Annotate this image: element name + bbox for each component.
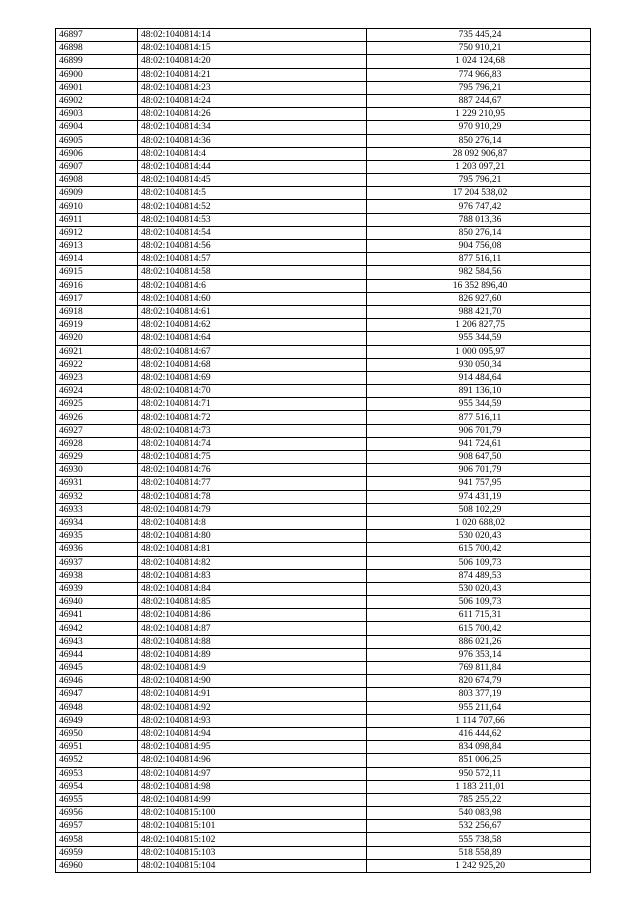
cadastral-value: 803 377,19 bbox=[367, 688, 591, 701]
cadastral-value: 555 738,58 bbox=[367, 833, 591, 846]
cadastral-number: 48:02:1040814:78 bbox=[138, 490, 367, 503]
cadastral-number: 48:02:1040814:95 bbox=[138, 741, 367, 754]
row-number: 46906 bbox=[56, 147, 138, 160]
cadastral-number: 48:02:1040814:20 bbox=[138, 55, 367, 68]
table-row bbox=[56, 55, 591, 68]
cadastral-value: 982 584,56 bbox=[367, 266, 591, 279]
row-number: 46934 bbox=[56, 516, 138, 529]
cadastral-number: 48:02:1040814:14 bbox=[138, 29, 367, 42]
table-row bbox=[56, 226, 591, 239]
table-row bbox=[56, 516, 591, 529]
cadastral-number: 48:02:1040814:4 bbox=[138, 147, 367, 160]
cadastral-number: 48:02:1040814:57 bbox=[138, 253, 367, 266]
cadastral-value: 941 757,95 bbox=[367, 477, 591, 490]
row-number: 46909 bbox=[56, 187, 138, 200]
row-number: 46923 bbox=[56, 371, 138, 384]
cadastral-value: 1 206 827,75 bbox=[367, 319, 591, 332]
cadastral-number: 48:02:1040814:68 bbox=[138, 358, 367, 371]
row-number: 46951 bbox=[56, 741, 138, 754]
cadastral-number: 48:02:1040814:9 bbox=[138, 662, 367, 675]
table-row bbox=[56, 213, 591, 226]
table-row bbox=[56, 68, 591, 81]
row-number: 46922 bbox=[56, 358, 138, 371]
table-row bbox=[56, 81, 591, 94]
table-row bbox=[56, 701, 591, 714]
table-row bbox=[56, 820, 591, 833]
cadastral-number: 48:02:1040815:103 bbox=[138, 846, 367, 859]
row-number: 46918 bbox=[56, 305, 138, 318]
cadastral-value: 518 558,89 bbox=[367, 846, 591, 859]
table-row bbox=[56, 358, 591, 371]
cadastral-number: 48:02:1040814:74 bbox=[138, 437, 367, 450]
row-number: 46959 bbox=[56, 846, 138, 859]
row-number: 46950 bbox=[56, 727, 138, 740]
row-number: 46928 bbox=[56, 437, 138, 450]
row-number: 46919 bbox=[56, 319, 138, 332]
cadastral-value: 886 021,26 bbox=[367, 635, 591, 648]
cadastral-number: 48:02:1040814:75 bbox=[138, 451, 367, 464]
row-number: 46908 bbox=[56, 174, 138, 187]
cadastral-value: 820 674,79 bbox=[367, 675, 591, 688]
cadastral-value: 416 444,62 bbox=[367, 727, 591, 740]
cadastral-number: 48:02:1040814:98 bbox=[138, 780, 367, 793]
row-number: 46939 bbox=[56, 582, 138, 595]
row-number: 46901 bbox=[56, 81, 138, 94]
cadastral-number: 48:02:1040814:54 bbox=[138, 226, 367, 239]
cadastral-number: 48:02:1040814:58 bbox=[138, 266, 367, 279]
table-row bbox=[56, 688, 591, 701]
table-row bbox=[56, 477, 591, 490]
cadastral-number: 48:02:1040814:94 bbox=[138, 727, 367, 740]
cadastral-value: 914 484,64 bbox=[367, 371, 591, 384]
row-number: 46927 bbox=[56, 424, 138, 437]
table-row bbox=[56, 451, 591, 464]
cadastral-number: 48:02:1040814:77 bbox=[138, 477, 367, 490]
cadastral-value-table bbox=[55, 28, 591, 873]
table-row bbox=[56, 253, 591, 266]
cadastral-value: 906 701,79 bbox=[367, 464, 591, 477]
table-row bbox=[56, 437, 591, 450]
cadastral-value: 530 020,43 bbox=[367, 582, 591, 595]
cadastral-value: 887 244,67 bbox=[367, 94, 591, 107]
cadastral-number: 48:02:1040814:89 bbox=[138, 648, 367, 661]
cadastral-number: 48:02:1040814:86 bbox=[138, 609, 367, 622]
cadastral-number: 48:02:1040814:71 bbox=[138, 398, 367, 411]
cadastral-number: 48:02:1040814:96 bbox=[138, 754, 367, 767]
row-number: 46952 bbox=[56, 754, 138, 767]
table-row bbox=[56, 833, 591, 846]
row-number: 46929 bbox=[56, 451, 138, 464]
cadastral-value: 1 114 707,66 bbox=[367, 714, 591, 727]
cadastral-number: 48:02:1040815:102 bbox=[138, 833, 367, 846]
row-number: 46931 bbox=[56, 477, 138, 490]
row-number: 46956 bbox=[56, 807, 138, 820]
table-row bbox=[56, 200, 591, 213]
cadastral-value: 774 966,83 bbox=[367, 68, 591, 81]
cadastral-value: 950 572,11 bbox=[367, 767, 591, 780]
cadastral-value: 1 000 095,97 bbox=[367, 345, 591, 358]
cadastral-number: 48:02:1040814:44 bbox=[138, 160, 367, 173]
row-number: 46917 bbox=[56, 292, 138, 305]
row-number: 46924 bbox=[56, 385, 138, 398]
row-number: 46944 bbox=[56, 648, 138, 661]
cadastral-value: 941 724,61 bbox=[367, 437, 591, 450]
row-number: 46904 bbox=[56, 121, 138, 134]
cadastral-value: 17 204 538,02 bbox=[367, 187, 591, 200]
cadastral-value: 1 229 210,95 bbox=[367, 108, 591, 121]
cadastral-number: 48:02:1040814:79 bbox=[138, 503, 367, 516]
cadastral-value: 785 255,22 bbox=[367, 793, 591, 806]
row-number: 46907 bbox=[56, 160, 138, 173]
table-row bbox=[56, 635, 591, 648]
row-number: 46958 bbox=[56, 833, 138, 846]
table-row bbox=[56, 714, 591, 727]
table-row bbox=[56, 147, 591, 160]
cadastral-number: 48:02:1040814:84 bbox=[138, 582, 367, 595]
row-number: 46899 bbox=[56, 55, 138, 68]
cadastral-value: 976 353,14 bbox=[367, 648, 591, 661]
table-row bbox=[56, 727, 591, 740]
table-row bbox=[56, 371, 591, 384]
table-row bbox=[56, 134, 591, 147]
cadastral-number: 48:02:1040814:64 bbox=[138, 332, 367, 345]
cadastral-value: 930 050,34 bbox=[367, 358, 591, 371]
table-row bbox=[56, 793, 591, 806]
cadastral-value: 788 013,36 bbox=[367, 213, 591, 226]
table-row bbox=[56, 240, 591, 253]
table-row bbox=[56, 345, 591, 358]
cadastral-number: 48:02:1040814:83 bbox=[138, 569, 367, 582]
row-number: 46936 bbox=[56, 543, 138, 556]
cadastral-number: 48:02:1040814:8 bbox=[138, 516, 367, 529]
cadastral-value: 834 098,84 bbox=[367, 741, 591, 754]
cadastral-value: 877 516,11 bbox=[367, 411, 591, 424]
row-number: 46897 bbox=[56, 29, 138, 42]
table-body bbox=[56, 29, 591, 873]
row-number: 46915 bbox=[56, 266, 138, 279]
cadastral-number: 48:02:1040814:61 bbox=[138, 305, 367, 318]
table-row bbox=[56, 94, 591, 107]
cadastral-number: 48:02:1040814:80 bbox=[138, 530, 367, 543]
cadastral-value: 874 489,53 bbox=[367, 569, 591, 582]
cadastral-value: 506 109,73 bbox=[367, 596, 591, 609]
cadastral-value: 970 910,29 bbox=[367, 121, 591, 134]
cadastral-value: 906 701,79 bbox=[367, 424, 591, 437]
table-row bbox=[56, 279, 591, 292]
table-row bbox=[56, 424, 591, 437]
cadastral-number: 48:02:1040814:56 bbox=[138, 240, 367, 253]
cadastral-value: 540 083,98 bbox=[367, 807, 591, 820]
cadastral-number: 48:02:1040814:6 bbox=[138, 279, 367, 292]
row-number: 46932 bbox=[56, 490, 138, 503]
row-number: 46916 bbox=[56, 279, 138, 292]
cadastral-number: 48:02:1040814:70 bbox=[138, 385, 367, 398]
table-row bbox=[56, 622, 591, 635]
table-row bbox=[56, 464, 591, 477]
row-number: 46938 bbox=[56, 569, 138, 582]
cadastral-value: 826 927,60 bbox=[367, 292, 591, 305]
cadastral-value: 955 344,59 bbox=[367, 332, 591, 345]
row-number: 46912 bbox=[56, 226, 138, 239]
table-row bbox=[56, 543, 591, 556]
table-row bbox=[56, 292, 591, 305]
cadastral-number: 48:02:1040814:45 bbox=[138, 174, 367, 187]
row-number: 46926 bbox=[56, 411, 138, 424]
row-number: 46900 bbox=[56, 68, 138, 81]
table-row bbox=[56, 596, 591, 609]
cadastral-number: 48:02:1040814:82 bbox=[138, 556, 367, 569]
cadastral-value: 1 024 124,68 bbox=[367, 55, 591, 68]
cadastral-value: 735 445,24 bbox=[367, 29, 591, 42]
row-number: 46898 bbox=[56, 42, 138, 55]
cadastral-number: 48:02:1040814:62 bbox=[138, 319, 367, 332]
cadastral-number: 48:02:1040814:34 bbox=[138, 121, 367, 134]
table-row bbox=[56, 160, 591, 173]
cadastral-number: 48:02:1040814:87 bbox=[138, 622, 367, 635]
row-number: 46935 bbox=[56, 530, 138, 543]
cadastral-number: 48:02:1040815:100 bbox=[138, 807, 367, 820]
cadastral-value: 611 715,31 bbox=[367, 609, 591, 622]
row-number: 46945 bbox=[56, 662, 138, 675]
cadastral-number: 48:02:1040814:91 bbox=[138, 688, 367, 701]
row-number: 46911 bbox=[56, 213, 138, 226]
cadastral-value: 904 756,08 bbox=[367, 240, 591, 253]
cadastral-value: 615 700,42 bbox=[367, 543, 591, 556]
cadastral-value: 988 421,70 bbox=[367, 305, 591, 318]
table-row bbox=[56, 398, 591, 411]
row-number: 46941 bbox=[56, 609, 138, 622]
table-row bbox=[56, 385, 591, 398]
table-row bbox=[56, 121, 591, 134]
table-row bbox=[56, 187, 591, 200]
cadastral-value: 532 256,67 bbox=[367, 820, 591, 833]
cadastral-number: 48:02:1040814:26 bbox=[138, 108, 367, 121]
cadastral-number: 48:02:1040814:21 bbox=[138, 68, 367, 81]
row-number: 46914 bbox=[56, 253, 138, 266]
cadastral-value: 1 020 688,02 bbox=[367, 516, 591, 529]
table-row bbox=[56, 741, 591, 754]
table-row bbox=[56, 648, 591, 661]
table-row bbox=[56, 411, 591, 424]
row-number: 46946 bbox=[56, 675, 138, 688]
cadastral-value: 750 910,21 bbox=[367, 42, 591, 55]
row-number: 46921 bbox=[56, 345, 138, 358]
cadastral-value: 1 242 925,20 bbox=[367, 859, 591, 872]
cadastral-value: 530 020,43 bbox=[367, 530, 591, 543]
row-number: 46943 bbox=[56, 635, 138, 648]
cadastral-value: 877 516,11 bbox=[367, 253, 591, 266]
table-row bbox=[56, 266, 591, 279]
cadastral-value: 851 006,25 bbox=[367, 754, 591, 767]
table-row bbox=[56, 662, 591, 675]
cadastral-value: 506 109,73 bbox=[367, 556, 591, 569]
cadastral-value: 1 203 097,21 bbox=[367, 160, 591, 173]
cadastral-value: 795 796,21 bbox=[367, 174, 591, 187]
cadastral-value: 16 352 896,40 bbox=[367, 279, 591, 292]
table-row bbox=[56, 332, 591, 345]
row-number: 46925 bbox=[56, 398, 138, 411]
row-number: 46920 bbox=[56, 332, 138, 345]
row-number: 46903 bbox=[56, 108, 138, 121]
row-number: 46957 bbox=[56, 820, 138, 833]
table-row bbox=[56, 609, 591, 622]
table-row bbox=[56, 319, 591, 332]
cadastral-number: 48:02:1040814:81 bbox=[138, 543, 367, 556]
row-number: 46930 bbox=[56, 464, 138, 477]
cadastral-value: 955 344,59 bbox=[367, 398, 591, 411]
table-row bbox=[56, 556, 591, 569]
cadastral-number: 48:02:1040815:101 bbox=[138, 820, 367, 833]
row-number: 46940 bbox=[56, 596, 138, 609]
table-row bbox=[56, 42, 591, 55]
cadastral-value: 974 431,19 bbox=[367, 490, 591, 503]
table-row bbox=[56, 807, 591, 820]
cadastral-number: 48:02:1040814:88 bbox=[138, 635, 367, 648]
table-row bbox=[56, 29, 591, 42]
cadastral-number: 48:02:1040814:60 bbox=[138, 292, 367, 305]
cadastral-value: 891 136,10 bbox=[367, 385, 591, 398]
cadastral-value: 795 796,21 bbox=[367, 81, 591, 94]
table-row bbox=[56, 174, 591, 187]
table-row bbox=[56, 859, 591, 872]
row-number: 46960 bbox=[56, 859, 138, 872]
cadastral-number: 48:02:1040814:76 bbox=[138, 464, 367, 477]
cadastral-number: 48:02:1040814:90 bbox=[138, 675, 367, 688]
row-number: 46955 bbox=[56, 793, 138, 806]
cadastral-number: 48:02:1040814:73 bbox=[138, 424, 367, 437]
table-row bbox=[56, 503, 591, 516]
cadastral-value: 908 647,50 bbox=[367, 451, 591, 464]
cadastral-value: 28 092 906,87 bbox=[367, 147, 591, 160]
cadastral-number: 48:02:1040814:53 bbox=[138, 213, 367, 226]
cadastral-number: 48:02:1040814:69 bbox=[138, 371, 367, 384]
row-number: 46948 bbox=[56, 701, 138, 714]
table-row bbox=[56, 305, 591, 318]
cadastral-value: 508 102,29 bbox=[367, 503, 591, 516]
table-row bbox=[56, 846, 591, 859]
cadastral-value: 850 276,14 bbox=[367, 134, 591, 147]
cadastral-number: 48:02:1040814:52 bbox=[138, 200, 367, 213]
cadastral-number: 48:02:1040814:93 bbox=[138, 714, 367, 727]
table-row bbox=[56, 767, 591, 780]
cadastral-value: 769 811,84 bbox=[367, 662, 591, 675]
cadastral-number: 48:02:1040814:85 bbox=[138, 596, 367, 609]
cadastral-number: 48:02:1040814:23 bbox=[138, 81, 367, 94]
table-row bbox=[56, 754, 591, 767]
row-number: 46910 bbox=[56, 200, 138, 213]
table-row bbox=[56, 569, 591, 582]
row-number: 46954 bbox=[56, 780, 138, 793]
cadastral-value: 850 276,14 bbox=[367, 226, 591, 239]
table-row bbox=[56, 582, 591, 595]
cadastral-number: 48:02:1040814:36 bbox=[138, 134, 367, 147]
cadastral-number: 48:02:1040815:104 bbox=[138, 859, 367, 872]
table-row bbox=[56, 780, 591, 793]
cadastral-value: 976 747,42 bbox=[367, 200, 591, 213]
cadastral-value: 1 183 211,01 bbox=[367, 780, 591, 793]
row-number: 46902 bbox=[56, 94, 138, 107]
cadastral-number: 48:02:1040814:5 bbox=[138, 187, 367, 200]
table-row bbox=[56, 490, 591, 503]
row-number: 46949 bbox=[56, 714, 138, 727]
cadastral-number: 48:02:1040814:15 bbox=[138, 42, 367, 55]
row-number: 46953 bbox=[56, 767, 138, 780]
row-number: 46913 bbox=[56, 240, 138, 253]
cadastral-number: 48:02:1040814:24 bbox=[138, 94, 367, 107]
cadastral-number: 48:02:1040814:97 bbox=[138, 767, 367, 780]
row-number: 46937 bbox=[56, 556, 138, 569]
row-number: 46942 bbox=[56, 622, 138, 635]
row-number: 46905 bbox=[56, 134, 138, 147]
table-row bbox=[56, 530, 591, 543]
row-number: 46933 bbox=[56, 503, 138, 516]
cadastral-value: 955 211,64 bbox=[367, 701, 591, 714]
cadastral-number: 48:02:1040814:99 bbox=[138, 793, 367, 806]
cadastral-number: 48:02:1040814:92 bbox=[138, 701, 367, 714]
cadastral-value: 615 700,42 bbox=[367, 622, 591, 635]
row-number: 46947 bbox=[56, 688, 138, 701]
table-row bbox=[56, 675, 591, 688]
table-row bbox=[56, 108, 591, 121]
cadastral-number: 48:02:1040814:72 bbox=[138, 411, 367, 424]
cadastral-number: 48:02:1040814:67 bbox=[138, 345, 367, 358]
